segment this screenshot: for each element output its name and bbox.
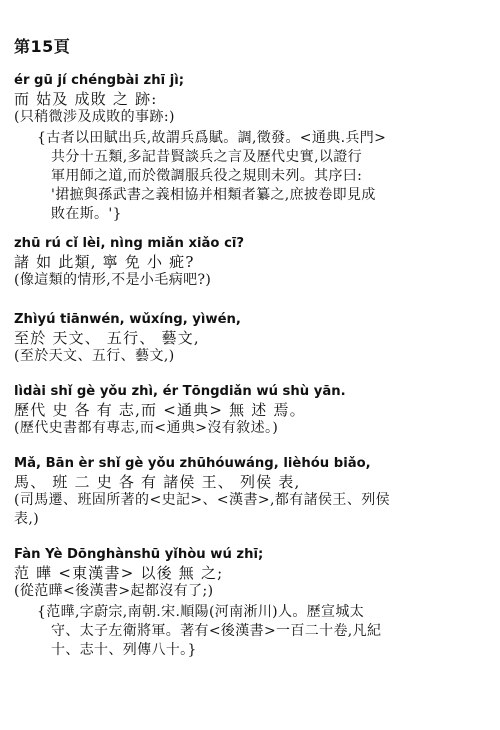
- note-line: 守、太子左衛將軍。著有<後漢書>一百二十卷,凡紀: [51, 623, 382, 639]
- annotation-note: [37, 129, 479, 224]
- annotation-note: [37, 603, 479, 660]
- chinese-line: 馬、 班 二 史 各 有 諸侯 王、 列侯 表,: [14, 473, 301, 491]
- passage-section-2: [14, 235, 484, 290]
- pinyin-line: Fàn Yè Dōnghànshū yǐhòu wú zhī;: [14, 547, 264, 562]
- note-line: 十、志十、列傳八十。}: [51, 642, 197, 658]
- page-number: 第15頁: [14, 37, 71, 56]
- translation-line: (司馬遷、班固所著的<史記>、<漢書>,都有諸侯王、列侯: [14, 492, 391, 508]
- note-line: {古者以田賦出兵,故謂兵爲賦。調,徵發。<通典.兵門>: [37, 130, 387, 146]
- passage-section-4: [14, 383, 484, 438]
- pinyin-line: lìdài shǐ gè yǒu zhì, ér Tōngdiǎn wú shù yān.: [14, 384, 346, 399]
- note-line: {范曄,字蔚宗,南朝.宋.順陽(河南淅川)人。歷宣城太: [37, 604, 365, 620]
- translation-line: (從范曄<後漢書>起都沒有了;): [14, 583, 214, 599]
- chinese-line: 而 姑及 成敗 之 跡:: [14, 90, 158, 108]
- note-line: '捃摭與孫武書之義相協并相類者纂之,庶披卷即見成: [51, 187, 376, 203]
- note-line: 共分十五類,多記昔賢談兵之言及歷代史實,以證行: [51, 149, 362, 165]
- chinese-line: 范 曄 <東漢書> 以後 無 之;: [14, 564, 224, 582]
- pinyin-line: zhū rú cǐ lèi, nìng miǎn xiǎo cī?: [14, 236, 245, 251]
- pinyin-line: ér gū jí chéngbài zhī jì;: [14, 73, 185, 88]
- chinese-line: 至於 天文、 五行、 藝文,: [14, 329, 200, 347]
- note-line: 敗在斯。'}: [51, 206, 122, 222]
- translation-line: (至於天文、五行、藝文,): [14, 348, 175, 364]
- translation-line: (像這類的情形,不是小毛病吧?): [14, 272, 212, 288]
- translation-line: 表,): [14, 511, 40, 527]
- passage-section-3: [14, 311, 484, 366]
- pinyin-line: Mǎ, Bān èr shǐ gè yǒu zhūhóuwáng, lièhóu biǎo,: [14, 456, 371, 471]
- chinese-line: 歷代 史 各 有 志,而 <通典> 無 述 焉。: [14, 401, 306, 419]
- pinyin-line: Zhìyú tiānwén, wǔxíng, yìwén,: [14, 312, 241, 327]
- chinese-line: 諸 如 此類, 寧 免 小 疵?: [14, 253, 195, 271]
- translation-line: (歷代史書都有專志,而<通典>沒有敘述。): [14, 420, 279, 436]
- note-line: 軍用師之道,而於徵調服兵役之規則未列。其序曰:: [51, 168, 363, 184]
- passage-section-6: [14, 546, 484, 660]
- passage-section-5: [14, 455, 484, 529]
- passage-section-1: [14, 72, 484, 224]
- translation-line: (只稍微涉及成敗的事跡:): [14, 109, 175, 125]
